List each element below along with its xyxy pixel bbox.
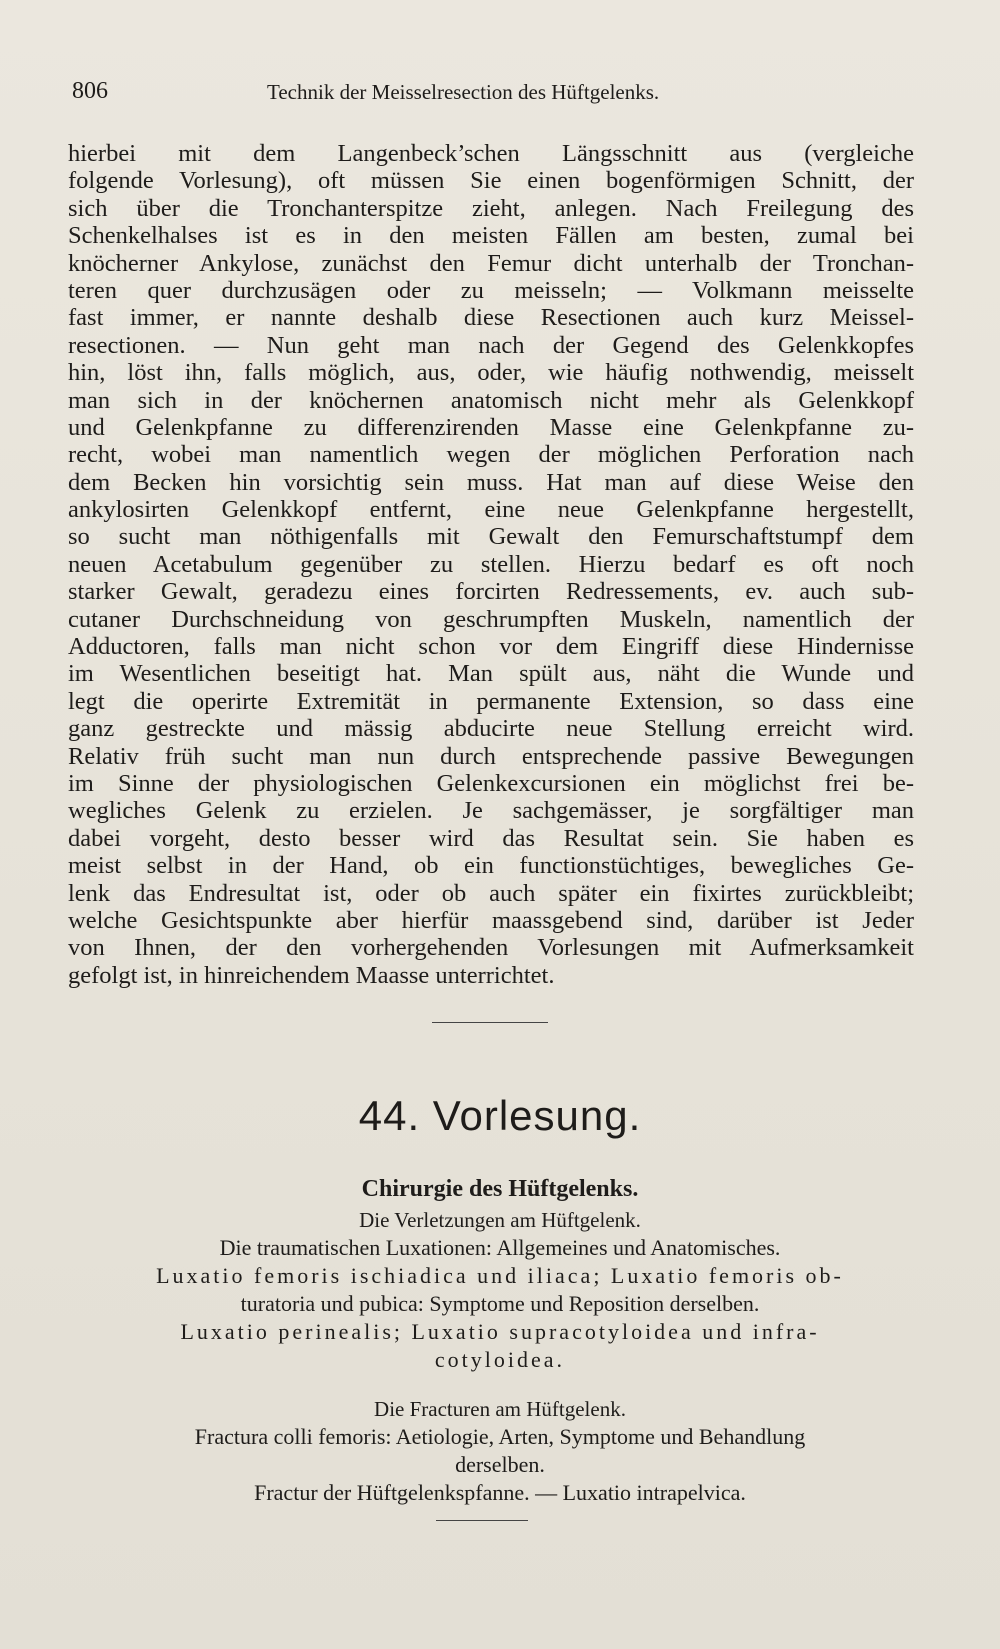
- summary-line: Fractur der Hüftgelenkspfanne. — Luxatio intrapelvica.: [254, 1480, 746, 1505]
- summary-heading: Die Verletzungen am Hüftgelenk.: [359, 1208, 641, 1232]
- page-header: [72, 78, 912, 108]
- summary-heading: Die Fracturen am Hüftgelenk.: [374, 1397, 626, 1421]
- body-line: lenk das Endresultat ist, oder ob auch später ein fixirtes zurückbleibt;: [68, 879, 914, 907]
- summary-line: Fractura colli femoris: Aetiologie, Arten, Symptome und Behandlung: [194, 1424, 806, 1449]
- page-number: 806: [72, 78, 108, 104]
- body-line: hierbei mit dem Langenbeck’schen Längsschnitt aus (vergleiche: [68, 140, 914, 167]
- summary-line: Luxatio perinealis; Luxatio supracotyloidea und infra-: [180, 1319, 820, 1344]
- summary-line: cotyloidea.: [434, 1347, 566, 1372]
- summary-line: derselben.: [455, 1452, 545, 1477]
- body-line: man sich in der knöchernen anatomisch nicht mehr als Gelenkkopf: [68, 386, 914, 414]
- body-line: Adductoren, falls man nicht schon vor dem Eingriff diese Hindernisse: [68, 633, 914, 661]
- running-title: Technik der Meisselresection des Hüftgelenks.: [267, 80, 660, 104]
- chapter-summary-fractures: [60, 1395, 940, 1507]
- body-line: folgende Vorlesung), oft müssen Sie einen bogenförmigen Schnitt, der: [68, 167, 914, 195]
- body-line: im Sinne der physiologischen Gelenkexcursionen ein möglichst frei be-: [68, 769, 914, 797]
- body-line: cutaner Durchschneidung von geschrumpften Muskeln, namentlich der: [68, 605, 914, 633]
- body-line: wegliches Gelenk zu erzielen. Je sachgemässer, je sorgfältiger man: [68, 797, 914, 825]
- body-paragraph: [68, 140, 914, 989]
- body-line: Relativ früh sucht man nun durch entsprechende passive Bewegungen: [68, 742, 914, 770]
- body-line: Schenkelhalses ist es in den meisten Fällen am besten, zumal bei: [68, 222, 914, 250]
- body-line: und Gelenkpfanne zu differenzirenden Masse eine Gelenkpfanne zu-: [68, 413, 914, 441]
- body-line: dabei vorgeht, desto besser wird das Resultat sein. Sie haben es: [68, 824, 914, 852]
- section-divider: [432, 1022, 548, 1023]
- body-line: legt die operirte Extremität in permanente Extension, so dass eine: [68, 687, 914, 715]
- section-divider: [436, 1520, 528, 1521]
- body-line: teren quer durchzusägen oder zu meisseln; — Volkmann meisselte: [68, 276, 914, 304]
- body-line: sich über die Tronchanterspitze zieht, anlegen. Nach Freilegung des: [68, 194, 914, 222]
- body-line: so sucht man nöthigenfalls mit Gewalt den Femurschaftstumpf dem: [68, 523, 914, 551]
- body-line: welche Gesichtspunkte aber hierfür maassgebend sind, darüber ist Jeder: [68, 906, 914, 934]
- body-line: gefolgt ist, in hinreichendem Maasse unterrichtet.: [68, 961, 555, 989]
- chapter-subtitle: Chirurgie des Hüftgelenks.: [361, 1176, 639, 1202]
- chapter-summary-injuries: [60, 1172, 940, 1374]
- summary-line: turatoria und pubica: Symptome und Reposition derselben.: [240, 1291, 760, 1316]
- body-line: knöcherner Ankylose, zunächst den Femur dicht unterhalb der Tronchan-: [68, 249, 914, 277]
- body-line: starker Gewalt, geradezu eines forcirten Redressements, ev. auch sub-: [68, 578, 914, 606]
- body-line: ankylosirten Gelenkkopf entfernt, eine neue Gelenkpfanne hergestellt,: [68, 496, 914, 524]
- body-line: ganz gestreckte und mässig abducirte neue Stellung erreicht wird.: [68, 715, 914, 743]
- lecture-title: 44. Vorlesung.: [358, 1092, 642, 1139]
- body-line: recht, wobei man namentlich wegen der möglichen Perforation nach: [68, 441, 914, 469]
- body-line: dem Becken hin vorsichtig sein muss. Hat man auf diese Weise den: [68, 468, 914, 496]
- summary-line: Die traumatischen Luxationen: Allgemeines und Anatomisches.: [219, 1235, 781, 1260]
- body-line: fast immer, er nannte deshalb diese Resectionen auch kurz Meissel-: [68, 304, 914, 332]
- summary-line: Luxatio femoris ischiadica und iliaca; Luxatio femoris ob-: [156, 1263, 844, 1288]
- body-line: meist selbst in der Hand, ob ein functionstüchtiges, bewegliches Ge-: [68, 852, 914, 880]
- body-line: hin, löst ihn, falls möglich, aus, oder, wie häufig nothwendig, meisselt: [68, 359, 914, 387]
- body-line: resectionen. — Nun geht man nach der Gegend des Gelenkkopfes: [68, 331, 914, 359]
- body-line: neuen Acetabulum gegenüber zu stellen. Hierzu bedarf es oft noch: [68, 550, 914, 578]
- body-line: von Ihnen, der den vorhergehenden Vorlesungen mit Aufmerksamkeit: [68, 934, 914, 962]
- body-line: im Wesentlichen beseitigt hat. Man spült aus, näht die Wunde und: [68, 660, 914, 688]
